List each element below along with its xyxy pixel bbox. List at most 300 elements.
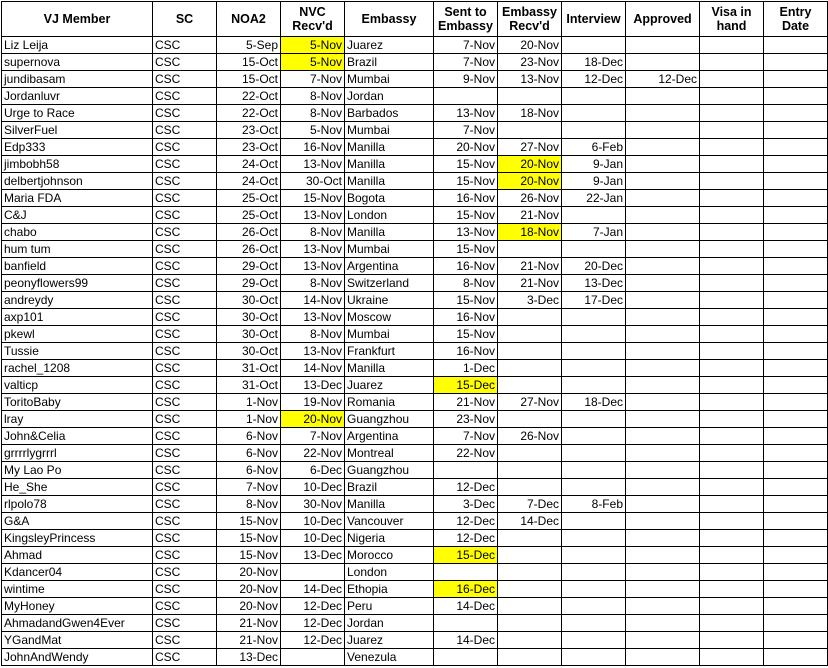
sent-to-embassy-cell: 15-Nov (434, 207, 498, 224)
visa-in-hand-cell (700, 377, 764, 394)
approved-cell (626, 513, 700, 530)
entry-date-cell (764, 530, 828, 547)
entry-date-cell (764, 122, 828, 139)
sent-to-embassy-cell (434, 88, 498, 105)
noa2-cell: 30-Oct (217, 343, 281, 360)
member-cell: My Lao Po (2, 462, 153, 479)
approved-cell (626, 496, 700, 513)
member-cell: C&J (2, 207, 153, 224)
sc-cell: CSC (153, 632, 217, 649)
member-cell: Maria FDA (2, 190, 153, 207)
table-row (2, 462, 828, 479)
embassy-recvd-cell: 21-Nov (498, 258, 562, 275)
embassy-cell: Brazil (345, 479, 434, 496)
interview-cell: 18-Dec (562, 394, 626, 411)
member-cell: andreydy (2, 292, 153, 309)
noa2-cell: 23-Oct (217, 139, 281, 156)
noa2-cell: 20-Nov (217, 598, 281, 615)
noa2-cell: 5-Sep (217, 37, 281, 54)
approved-cell (626, 564, 700, 581)
visa-in-hand-cell (700, 258, 764, 275)
embassy-cell: Jordan (345, 88, 434, 105)
embassy-recvd-cell (498, 411, 562, 428)
nvc-recvd-cell: 14-Nov (281, 360, 345, 377)
nvc-recvd-cell (281, 649, 345, 666)
sent-to-embassy-cell: 9-Nov (434, 71, 498, 88)
member-cell: Edp333 (2, 139, 153, 156)
sent-to-embassy-cell (434, 615, 498, 632)
nvc-recvd-cell: 10-Dec (281, 513, 345, 530)
entry-date-cell (764, 394, 828, 411)
approved-cell (626, 241, 700, 258)
sent-to-embassy-cell: 15-Nov (434, 241, 498, 258)
visa-in-hand-cell (700, 292, 764, 309)
table-row (2, 343, 828, 360)
embassy-recvd-cell: 20-Nov (498, 156, 562, 173)
interview-cell (562, 649, 626, 666)
table-row (2, 632, 828, 649)
interview-cell: 12-Dec (562, 71, 626, 88)
noa2-cell: 20-Nov (217, 564, 281, 581)
member-cell: pkewl (2, 326, 153, 343)
embassy-cell: Manilla (345, 360, 434, 377)
table-row (2, 275, 828, 292)
table-row (2, 360, 828, 377)
embassy-recvd-cell: 14-Dec (498, 513, 562, 530)
noa2-cell: 26-Oct (217, 224, 281, 241)
embassy-recvd-cell (498, 445, 562, 462)
table-row (2, 547, 828, 564)
embassy-recvd-cell: 3-Dec (498, 292, 562, 309)
visa-in-hand-cell (700, 88, 764, 105)
nvc-recvd-cell: 8-Nov (281, 88, 345, 105)
approved-cell (626, 428, 700, 445)
entry-date-cell (764, 173, 828, 190)
member-cell: Ahmad (2, 547, 153, 564)
embassy-cell: Manilla (345, 224, 434, 241)
noa2-cell: 25-Oct (217, 190, 281, 207)
embassy-cell: Manilla (345, 156, 434, 173)
sc-cell: CSC (153, 54, 217, 71)
embassy-cell: London (345, 564, 434, 581)
interview-cell (562, 377, 626, 394)
member-cell: G&A (2, 513, 153, 530)
embassy-recvd-cell: 20-Nov (498, 37, 562, 54)
embassy-cell: Manilla (345, 496, 434, 513)
sent-to-embassy-cell: 20-Nov (434, 139, 498, 156)
visa-in-hand-cell (700, 428, 764, 445)
sc-cell: CSC (153, 496, 217, 513)
table-row (2, 564, 828, 581)
embassy-cell: Mumbai (345, 71, 434, 88)
embassy-recvd-cell (498, 547, 562, 564)
nvc-recvd-cell: 5-Nov (281, 37, 345, 54)
header-row (2, 2, 828, 37)
approved-cell (626, 292, 700, 309)
entry-date-cell (764, 54, 828, 71)
noa2-cell: 1-Nov (217, 411, 281, 428)
embassy-recvd-cell: 18-Nov (498, 105, 562, 122)
approved-cell (626, 105, 700, 122)
table-row (2, 411, 828, 428)
sc-cell: CSC (153, 275, 217, 292)
nvc-recvd-cell: 13-Nov (281, 241, 345, 258)
nvc-recvd-cell: 30-Oct (281, 173, 345, 190)
sent-to-embassy-cell (434, 462, 498, 479)
nvc-recvd-cell: 8-Nov (281, 326, 345, 343)
sc-cell: CSC (153, 615, 217, 632)
nvc-recvd-cell: 7-Nov (281, 428, 345, 445)
sent-to-embassy-cell (434, 649, 498, 666)
entry-date-cell (764, 360, 828, 377)
visa-in-hand-cell (700, 479, 764, 496)
noa2-cell: 7-Nov (217, 479, 281, 496)
table-row (2, 37, 828, 54)
nvc-recvd-cell: 13-Nov (281, 258, 345, 275)
nvc-recvd-cell: 13-Dec (281, 547, 345, 564)
embassy-cell: Mumbai (345, 122, 434, 139)
visa-in-hand-cell (700, 547, 764, 564)
sent-to-embassy-cell: 16-Nov (434, 309, 498, 326)
table-row (2, 496, 828, 513)
nvc-recvd-cell: 10-Dec (281, 530, 345, 547)
visa-in-hand-cell (700, 156, 764, 173)
approved-cell (626, 598, 700, 615)
sent-to-embassy-cell (434, 564, 498, 581)
noa2-cell: 21-Nov (217, 632, 281, 649)
noa2-cell: 6-Nov (217, 428, 281, 445)
visa-in-hand-cell (700, 598, 764, 615)
nvc-recvd-cell: 5-Nov (281, 122, 345, 139)
visa-in-hand-cell (700, 224, 764, 241)
visa-in-hand-cell (700, 445, 764, 462)
nvc-recvd-cell: 8-Nov (281, 105, 345, 122)
approved-cell (626, 445, 700, 462)
visa-in-hand-cell (700, 615, 764, 632)
sc-cell: CSC (153, 173, 217, 190)
sent-to-embassy-cell: 12-Dec (434, 530, 498, 547)
interview-cell (562, 615, 626, 632)
visa-in-hand-cell (700, 173, 764, 190)
visa-in-hand-cell (700, 360, 764, 377)
entry-date-cell (764, 343, 828, 360)
approved-cell (626, 547, 700, 564)
col-header-interview: Interview (562, 2, 626, 37)
embassy-cell: Juarez (345, 632, 434, 649)
embassy-recvd-cell (498, 360, 562, 377)
approved-cell (626, 649, 700, 666)
approved-cell (626, 139, 700, 156)
member-cell: He_She (2, 479, 153, 496)
nvc-recvd-cell: 15-Nov (281, 190, 345, 207)
embassy-recvd-cell (498, 462, 562, 479)
visa-in-hand-cell (700, 139, 764, 156)
sc-cell: CSC (153, 292, 217, 309)
table-row (2, 479, 828, 496)
entry-date-cell (764, 224, 828, 241)
embassy-recvd-cell (498, 598, 562, 615)
embassy-cell: Morocco (345, 547, 434, 564)
col-header-approved: Approved (626, 2, 700, 37)
col-header-embassy-recvd: Embassy Recv'd (498, 2, 562, 37)
nvc-recvd-cell: 20-Nov (281, 411, 345, 428)
sc-cell: CSC (153, 105, 217, 122)
sc-cell: CSC (153, 37, 217, 54)
member-cell: grrrrlygrrrl (2, 445, 153, 462)
noa2-cell: 15-Oct (217, 71, 281, 88)
sent-to-embassy-cell: 13-Nov (434, 224, 498, 241)
interview-cell (562, 462, 626, 479)
sc-cell: CSC (153, 343, 217, 360)
entry-date-cell (764, 241, 828, 258)
embassy-recvd-cell: 21-Nov (498, 275, 562, 292)
interview-cell: 6-Feb (562, 139, 626, 156)
embassy-recvd-cell (498, 615, 562, 632)
table-row (2, 258, 828, 275)
embassy-cell: Jordan (345, 615, 434, 632)
approved-cell (626, 394, 700, 411)
member-cell: wintime (2, 581, 153, 598)
interview-cell (562, 598, 626, 615)
member-cell: hum tum (2, 241, 153, 258)
sc-cell: CSC (153, 224, 217, 241)
entry-date-cell (764, 513, 828, 530)
table-row (2, 156, 828, 173)
embassy-recvd-cell (498, 88, 562, 105)
nvc-recvd-cell: 13-Nov (281, 343, 345, 360)
embassy-cell: Romania (345, 394, 434, 411)
member-cell: JohnAndWendy (2, 649, 153, 666)
nvc-recvd-cell: 19-Nov (281, 394, 345, 411)
approved-cell: 12-Dec (626, 71, 700, 88)
table-row (2, 326, 828, 343)
interview-cell (562, 445, 626, 462)
sc-cell: CSC (153, 207, 217, 224)
member-cell: John&Celia (2, 428, 153, 445)
member-cell: Urge to Race (2, 105, 153, 122)
table-row (2, 598, 828, 615)
interview-cell: 22-Jan (562, 190, 626, 207)
sc-cell: CSC (153, 530, 217, 547)
sent-to-embassy-cell: 15-Dec (434, 547, 498, 564)
interview-cell (562, 479, 626, 496)
member-cell: Jordanluvr (2, 88, 153, 105)
sc-cell: CSC (153, 411, 217, 428)
entry-date-cell (764, 428, 828, 445)
embassy-cell: Nigeria (345, 530, 434, 547)
member-cell: Liz Leija (2, 37, 153, 54)
col-header-noa2: NOA2 (217, 2, 281, 37)
visa-in-hand-cell (700, 411, 764, 428)
entry-date-cell (764, 207, 828, 224)
sc-cell: CSC (153, 428, 217, 445)
member-cell: Tussie (2, 343, 153, 360)
entry-date-cell (764, 37, 828, 54)
approved-cell (626, 377, 700, 394)
visa-in-hand-cell (700, 241, 764, 258)
embassy-recvd-cell: 26-Nov (498, 190, 562, 207)
entry-date-cell (764, 581, 828, 598)
entry-date-cell (764, 88, 828, 105)
sent-to-embassy-cell: 12-Dec (434, 513, 498, 530)
approved-cell (626, 343, 700, 360)
visa-in-hand-cell (700, 105, 764, 122)
visa-in-hand-cell (700, 275, 764, 292)
sent-to-embassy-cell: 15-Dec (434, 377, 498, 394)
nvc-recvd-cell: 14-Nov (281, 292, 345, 309)
approved-cell (626, 530, 700, 547)
visa-in-hand-cell (700, 190, 764, 207)
entry-date-cell (764, 71, 828, 88)
embassy-cell: Bogota (345, 190, 434, 207)
embassy-cell: Venezula (345, 649, 434, 666)
noa2-cell: 29-Oct (217, 275, 281, 292)
visa-in-hand-cell (700, 37, 764, 54)
visa-in-hand-cell (700, 649, 764, 666)
member-cell: AhmadandGwen4Ever (2, 615, 153, 632)
interview-cell (562, 241, 626, 258)
nvc-recvd-cell: 6-Dec (281, 462, 345, 479)
nvc-recvd-cell: 8-Nov (281, 275, 345, 292)
entry-date-cell (764, 462, 828, 479)
member-cell: banfield (2, 258, 153, 275)
col-header-sent-to-embassy: Sent to Embassy (434, 2, 498, 37)
sent-to-embassy-cell: 16-Nov (434, 190, 498, 207)
noa2-cell: 24-Oct (217, 173, 281, 190)
visa-in-hand-cell (700, 530, 764, 547)
table-row (2, 122, 828, 139)
noa2-cell: 29-Oct (217, 258, 281, 275)
approved-cell (626, 479, 700, 496)
approved-cell (626, 462, 700, 479)
entry-date-cell (764, 547, 828, 564)
member-cell: jimbobh58 (2, 156, 153, 173)
sc-cell: CSC (153, 241, 217, 258)
table-row (2, 445, 828, 462)
member-cell: KingsleyPrincess (2, 530, 153, 547)
approved-cell (626, 275, 700, 292)
interview-cell: 13-Dec (562, 275, 626, 292)
embassy-cell: Manilla (345, 173, 434, 190)
visa-in-hand-cell (700, 309, 764, 326)
embassy-cell: Peru (345, 598, 434, 615)
visa-in-hand-cell (700, 564, 764, 581)
embassy-recvd-cell (498, 564, 562, 581)
nvc-recvd-cell: 12-Dec (281, 598, 345, 615)
col-header-visa-in-hand: Visa in hand (700, 2, 764, 37)
approved-cell (626, 309, 700, 326)
sent-to-embassy-cell: 15-Nov (434, 292, 498, 309)
embassy-cell: Ethopia (345, 581, 434, 598)
visa-in-hand-cell (700, 462, 764, 479)
entry-date-cell (764, 105, 828, 122)
entry-date-cell (764, 326, 828, 343)
entry-date-cell (764, 632, 828, 649)
embassy-recvd-cell: 27-Nov (498, 139, 562, 156)
interview-cell (562, 428, 626, 445)
sc-cell: CSC (153, 156, 217, 173)
noa2-cell: 15-Nov (217, 530, 281, 547)
approved-cell (626, 156, 700, 173)
visa-in-hand-cell (700, 54, 764, 71)
interview-cell: 9-Jan (562, 156, 626, 173)
visa-tracking-table (1, 1, 828, 666)
entry-date-cell (764, 275, 828, 292)
table-row (2, 71, 828, 88)
nvc-recvd-cell: 12-Dec (281, 632, 345, 649)
interview-cell: 17-Dec (562, 292, 626, 309)
nvc-recvd-cell: 8-Nov (281, 224, 345, 241)
col-header-embassy: Embassy (345, 2, 434, 37)
embassy-cell: Switzerland (345, 275, 434, 292)
interview-cell (562, 309, 626, 326)
sc-cell: CSC (153, 598, 217, 615)
embassy-recvd-cell (498, 241, 562, 258)
sent-to-embassy-cell: 15-Nov (434, 326, 498, 343)
table-row (2, 581, 828, 598)
visa-in-hand-cell (700, 581, 764, 598)
noa2-cell: 30-Oct (217, 292, 281, 309)
nvc-recvd-cell: 22-Nov (281, 445, 345, 462)
member-cell: jundibasam (2, 71, 153, 88)
sc-cell: CSC (153, 581, 217, 598)
sent-to-embassy-cell: 15-Nov (434, 173, 498, 190)
interview-cell (562, 122, 626, 139)
sent-to-embassy-cell: 7-Nov (434, 37, 498, 54)
approved-cell (626, 411, 700, 428)
member-cell: supernova (2, 54, 153, 71)
table-row (2, 190, 828, 207)
embassy-cell: Mumbai (345, 241, 434, 258)
sent-to-embassy-cell: 14-Dec (434, 598, 498, 615)
approved-cell (626, 207, 700, 224)
nvc-recvd-cell: 5-Nov (281, 54, 345, 71)
interview-cell (562, 343, 626, 360)
interview-cell (562, 37, 626, 54)
table-row (2, 54, 828, 71)
col-header-sc: SC (153, 2, 217, 37)
sent-to-embassy-cell: 3-Dec (434, 496, 498, 513)
noa2-cell: 21-Nov (217, 615, 281, 632)
interview-cell (562, 411, 626, 428)
embassy-recvd-cell: 18-Nov (498, 224, 562, 241)
sent-to-embassy-cell: 7-Nov (434, 54, 498, 71)
noa2-cell: 6-Nov (217, 462, 281, 479)
table-body (2, 37, 828, 666)
sent-to-embassy-cell: 16-Nov (434, 343, 498, 360)
noa2-cell: 15-Nov (217, 513, 281, 530)
visa-in-hand-cell (700, 496, 764, 513)
entry-date-cell (764, 139, 828, 156)
embassy-recvd-cell: 7-Dec (498, 496, 562, 513)
member-cell: delbertjohnson (2, 173, 153, 190)
table-row (2, 428, 828, 445)
embassy-recvd-cell: 26-Nov (498, 428, 562, 445)
interview-cell (562, 632, 626, 649)
visa-in-hand-cell (700, 513, 764, 530)
sc-cell: CSC (153, 309, 217, 326)
sc-cell: CSC (153, 190, 217, 207)
sent-to-embassy-cell: 15-Nov (434, 156, 498, 173)
sent-to-embassy-cell: 13-Nov (434, 105, 498, 122)
embassy-cell: Guangzhou (345, 462, 434, 479)
table-row (2, 530, 828, 547)
noa2-cell: 25-Oct (217, 207, 281, 224)
member-cell: rlpolo78 (2, 496, 153, 513)
embassy-recvd-cell: 20-Nov (498, 173, 562, 190)
table-row (2, 377, 828, 394)
approved-cell (626, 173, 700, 190)
